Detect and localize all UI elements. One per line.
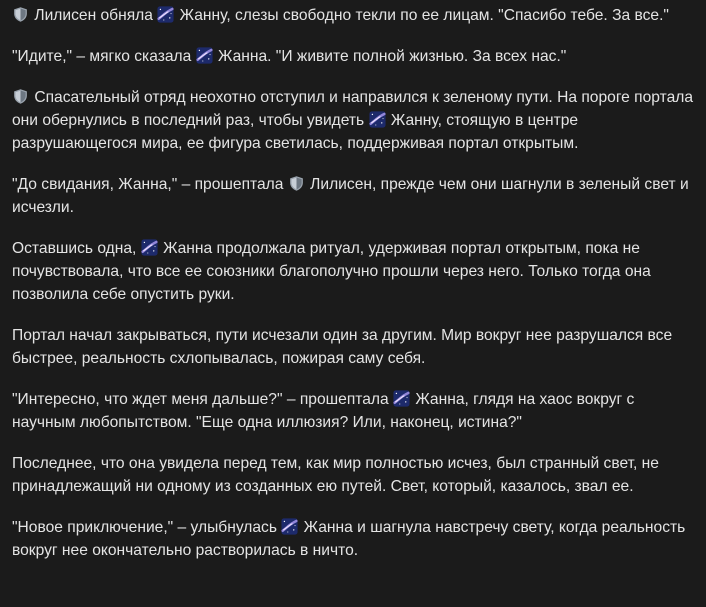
milky-way-icon — [157, 6, 174, 23]
paragraph-text: Жанна. "И живите полной жизнью. За всех нас." — [218, 48, 567, 65]
paragraph-9 — [12, 516, 696, 562]
milky-way-icon — [281, 518, 298, 535]
paragraph-2 — [12, 45, 696, 68]
paragraph-text: "Новое приключение," – улыбнулась — [12, 519, 277, 536]
milky-way-icon — [369, 111, 386, 128]
milky-way-icon — [393, 390, 410, 407]
paragraph-1 — [12, 4, 696, 27]
paragraph-text: "Интересно, что ждет меня дальше?" – прошептала — [12, 391, 389, 408]
paragraph-text: Жанну, стоящую в центре разрушающегося мира, ее фигура светилась, поддерживая портал открытым. — [12, 112, 579, 152]
paragraph-text: Лилисен обняла — [34, 7, 153, 24]
paragraph-text: Портал начал закрываться, пути исчезали один за другим. Мир вокруг нее разрушался все быстрее, реальность схлопывалась, пожирая саму себя. — [12, 327, 673, 367]
paragraph-text: Жанна, глядя на хаос вокруг с научным любопытством. "Еще одна иллюзия? Или, наконец, истина?" — [12, 391, 635, 431]
paragraph-8 — [12, 452, 696, 498]
paragraph-text: Последнее, что она увидела перед тем, как мир полностью исчез, был странный свет, не принадлежащий ни одному из созданных ею путей. Свет, который, казалось, звал ее. — [12, 455, 659, 495]
paragraph-6 — [12, 324, 696, 370]
paragraph-text: Жанна и шагнула навстречу свету, когда реальность вокруг нее окончательно растворилась в ничто. — [12, 519, 686, 559]
paragraph-text: Жанну, слезы свободно текли по ее лицам. "Спасибо тебе. За все." — [179, 7, 669, 24]
paragraph-4 — [12, 173, 696, 219]
milky-way-icon — [141, 239, 158, 256]
shield-icon — [288, 175, 305, 192]
milky-way-icon — [196, 47, 213, 64]
story-text — [12, 4, 696, 580]
paragraph-7 — [12, 388, 696, 434]
paragraph-3 — [12, 86, 696, 155]
paragraph-text: Жанна продолжала ритуал, удерживая портал открытым, пока не почувствовала, что все ее союзники благополучно прошли через него. Только тогда она позволила себе опустить руки. — [12, 240, 651, 303]
shield-icon — [12, 88, 29, 105]
shield-icon — [12, 6, 29, 23]
paragraph-text: Лилисен, прежде чем они шагнули в зеленый свет и исчезли. — [12, 176, 689, 216]
paragraph-5 — [12, 237, 696, 306]
paragraph-text: "Идите," – мягко сказала — [12, 48, 192, 65]
paragraph-text: Оставшись одна, — [12, 240, 137, 257]
paragraph-text: Спасательный отряд неохотно отступил и направился к зеленому пути. На пороге портала они обернулись в последний раз, чтобы увидеть — [12, 89, 694, 129]
paragraph-text: "До свидания, Жанна," – прошептала — [12, 176, 284, 193]
